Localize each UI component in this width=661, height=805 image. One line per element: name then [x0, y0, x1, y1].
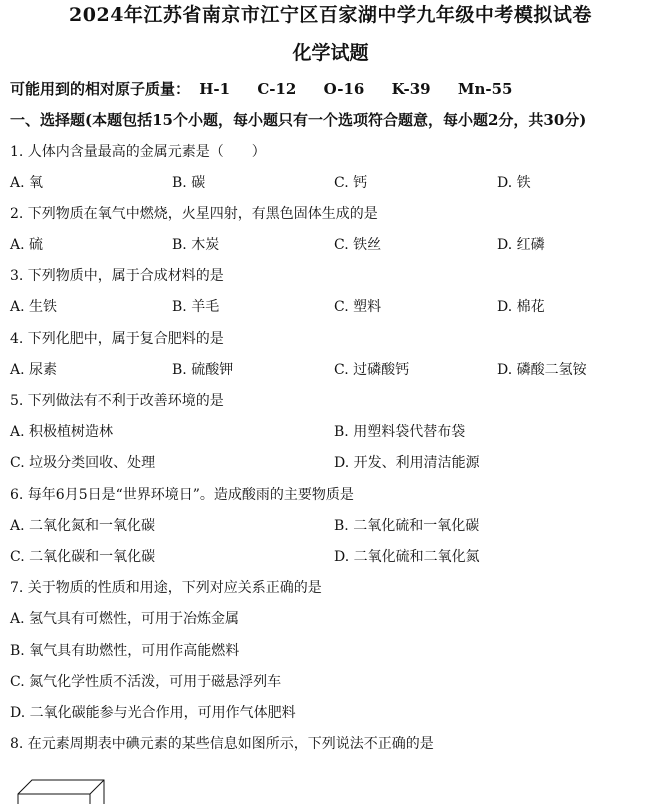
exam-title: 2024年江苏省南京市江宁区百家湖中学九年级中考模拟试卷 — [69, 4, 592, 26]
option-c: C. 塑料 — [334, 299, 382, 315]
question-stem: 6. 每年6月5日是“世界环境日”。造成酸雨的主要物质是 — [10, 487, 354, 503]
option-a: A. 氢气具有可燃性，可用于冶炼金属 — [10, 611, 240, 627]
option-b: B. 氧气具有助燃性，可用作高能燃料 — [10, 643, 240, 659]
question-stem: 8. 在元素周期表中碘元素的某些信息如图所示，下列说法不正确的是 — [10, 736, 434, 752]
atomic-mass-h: H-1 — [199, 80, 231, 98]
option-a: A. 尿素 — [10, 362, 58, 378]
atomic-mass-c: C-12 — [257, 80, 297, 98]
atomic-mass-o: O-16 — [323, 80, 365, 98]
option-c: C. 二氧化碳和一氧化碳 — [10, 549, 156, 565]
option-d: D. 开发、利用清洁能源 — [334, 455, 480, 471]
option-a: A. 二氧化氮和一氧化碳 — [10, 518, 156, 534]
option-d: D. 红磷 — [497, 237, 545, 253]
option-b: B. 碳 — [172, 175, 206, 191]
option-c: C. 铁丝 — [334, 237, 382, 253]
option-c: C. 钙 — [334, 175, 368, 191]
question-stem: 1. 人体内含量最高的金属元素是（ ） — [10, 144, 266, 160]
question-stem: 4. 下列化肥中，属于复合肥料的是 — [10, 331, 224, 347]
option-c: C. 过磷酸钙 — [334, 362, 410, 378]
option-d: D. 磷酸二氢铵 — [497, 362, 587, 378]
option-b: B. 羊毛 — [172, 299, 220, 315]
atomic-mass-k: K-39 — [391, 80, 431, 98]
option-d: D. 二氧化硫和二氧化氮 — [334, 549, 480, 565]
option-c: C. 垃圾分类回收、处理 — [10, 455, 156, 471]
option-b: B. 用塑料袋代替布袋 — [334, 424, 466, 440]
atomic-masses-label: 可能用到的相对原子质量： — [10, 80, 191, 98]
option-d: D. 铁 — [497, 175, 531, 191]
option-d: D. 二氧化碳能参与光合作用，可用作气体肥料 — [10, 705, 296, 721]
atomic-masses-line — [10, 78, 534, 99]
option-a: A. 硫 — [10, 237, 44, 253]
section-heading: 一、选择题(本题包括15个小题，每小题只有一个选项符合题意，每小题2分，共30分) — [10, 111, 587, 129]
option-b: B. 硫酸钾 — [172, 362, 234, 378]
option-d: D. 棉花 — [497, 299, 545, 315]
option-a: A. 氧 — [10, 175, 44, 191]
question-stem: 7. 关于物质的性质和用途，下列对应关系正确的是 — [10, 580, 322, 596]
atomic-mass-mn: Mn-55 — [457, 80, 513, 98]
exam-subtitle: 化学试题 — [292, 42, 369, 64]
question-stem: 2. 下列物质在氧气中燃烧，火星四射，有黑色固体生成的是 — [10, 206, 378, 222]
option-a: A. 积极植树造林 — [10, 424, 114, 440]
option-a: A. 生铁 — [10, 299, 58, 315]
option-b: B. 木炭 — [172, 237, 220, 253]
option-b: B. 二氧化硫和一氧化碳 — [334, 518, 480, 534]
question-stem: 5. 下列做法有不利于改善环境的是 — [10, 393, 224, 409]
question-stem: 3. 下列物质中，属于合成材料的是 — [10, 268, 224, 284]
option-c: C. 氮气化学性质不活泼，可用于磁悬浮列车 — [10, 674, 282, 690]
iodine-element-card-figure — [14, 774, 106, 805]
